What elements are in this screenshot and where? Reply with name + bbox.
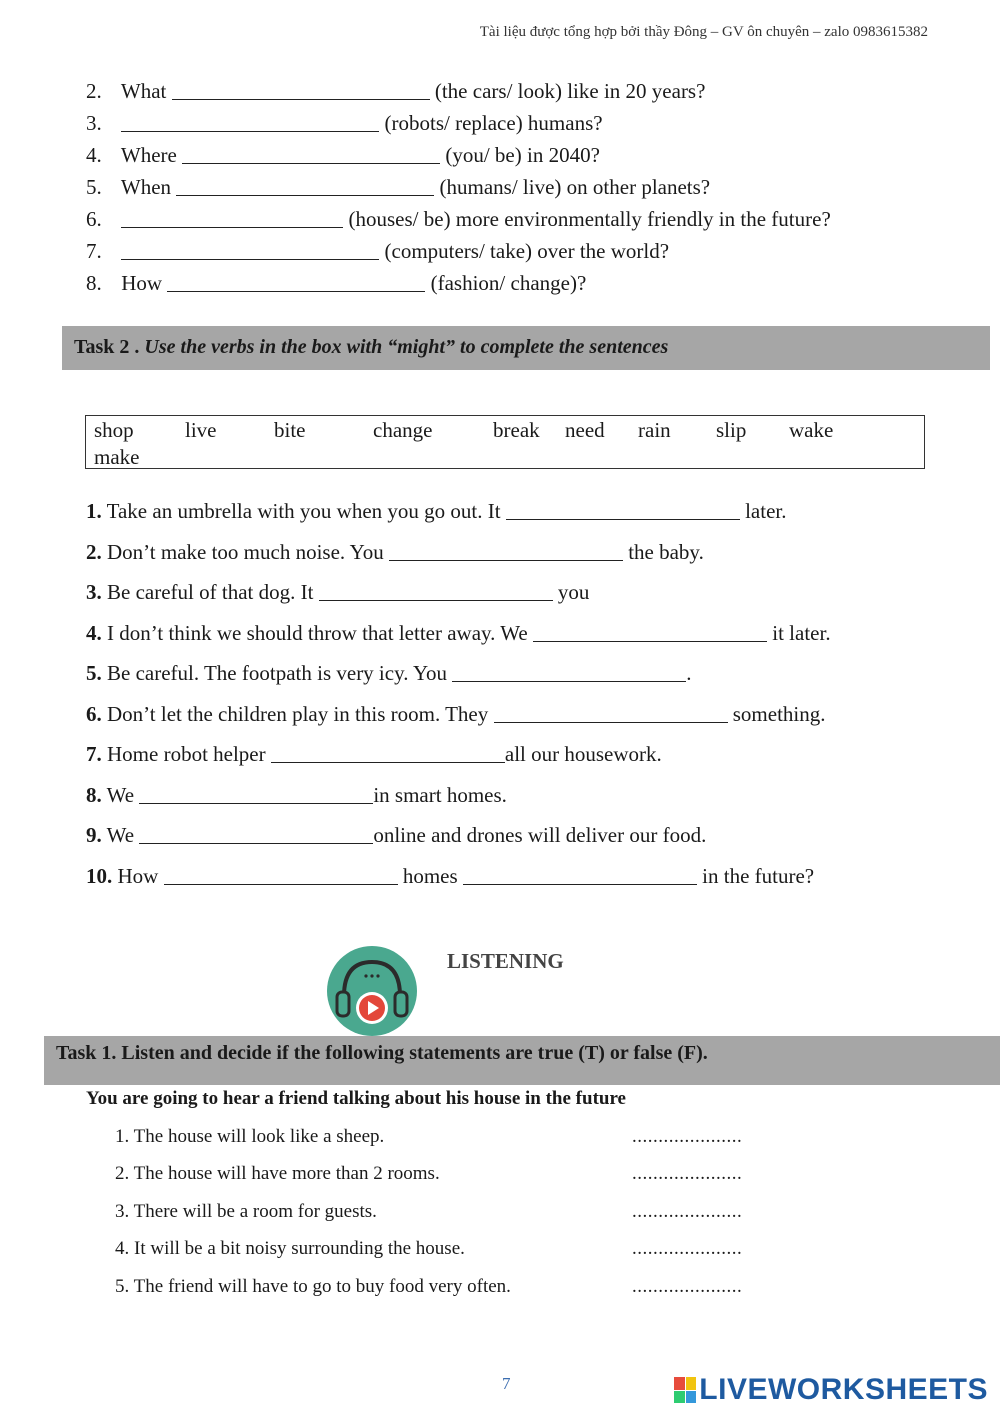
sentence-1: 1. Take an umbrella with you when you go out. It later. (86, 499, 787, 523)
word-item: shop (94, 418, 134, 442)
task2-header (62, 326, 990, 370)
page-number: 7 (502, 1374, 511, 1393)
answer-blank[interactable] (389, 540, 623, 561)
answer-blank[interactable] (121, 239, 379, 260)
word-box (85, 415, 925, 469)
answer-blank[interactable] (506, 499, 740, 520)
answer-blank[interactable] (182, 143, 440, 164)
sentence-7: 7. Home robot helper all our housework. (86, 742, 662, 766)
question-2: 2. What (the cars/ look) like in 20 years? (86, 79, 706, 103)
answer-field-3[interactable]: ..................... (632, 1201, 743, 1222)
question-4: 4. Where (you/ be) in 2040? (86, 143, 600, 167)
answer-field-5[interactable]: ..................... (632, 1276, 743, 1297)
answer-blank[interactable] (172, 79, 430, 100)
word-item: change (373, 418, 433, 442)
answer-blank[interactable] (494, 702, 728, 723)
statement-4: 4. It will be a bit noisy surrounding the house. (115, 1238, 465, 1259)
task2-label: Task 2 . (74, 336, 140, 358)
logo-grid-icon (674, 1377, 696, 1403)
answer-blank[interactable] (139, 823, 373, 844)
header-note: Tài liệu được tổng hợp bởi thầy Đông – GV ôn chuyên – zalo 0983615382 (479, 24, 928, 40)
statement-5: 5. The friend will have to go to buy food very often. (115, 1276, 511, 1297)
sentence-10: 10. How homes in the future? (86, 864, 815, 888)
listening-title: LISTENING (447, 949, 564, 973)
word-item: rain (638, 418, 671, 442)
statement-1: 1. The house will look like a sheep. (115, 1126, 385, 1147)
answer-blank[interactable] (463, 864, 697, 885)
answer-blank[interactable] (121, 111, 379, 132)
question-3: 3. (robots/ replace) humans? (86, 111, 603, 135)
sentence-5: 5. Be careful. The footpath is very icy. You . (86, 661, 692, 685)
sentence-6: 6. Don’t let the children play in this room. They something. (86, 702, 826, 726)
statement-2: 2. The house will have more than 2 rooms. (115, 1163, 440, 1184)
sentence-8: 8. We in smart homes. (86, 783, 507, 807)
answer-blank[interactable] (452, 661, 686, 682)
word-item: bite (274, 418, 306, 442)
statement-3: 3. There will be a room for guests. (115, 1201, 377, 1222)
question-7: 7. (computers/ take) over the world? (86, 239, 670, 263)
word-item: wake (789, 418, 834, 442)
answer-blank[interactable] (319, 580, 553, 601)
sentence-9: 9. We online and drones will deliver our food. (86, 823, 707, 847)
word-item: slip (716, 418, 747, 442)
task2-instruction: Use the verbs in the box with “might” to complete the sentences (144, 336, 669, 358)
listening-intro: You are going to hear a friend talking about his house in the future (86, 1088, 626, 1109)
sentence-4: 4. I don’t think we should throw that letter away. We it later. (86, 621, 831, 645)
question-8: 8. How (fashion/ change)? (86, 271, 587, 295)
answer-blank[interactable] (533, 621, 767, 642)
answer-blank[interactable] (271, 742, 505, 763)
liveworksheets-logo: LIVEWORKSHEETS (674, 1372, 988, 1408)
answer-blank[interactable] (121, 207, 343, 228)
word-item: make (94, 445, 140, 469)
answer-field-1[interactable]: ..................... (632, 1126, 743, 1147)
answer-blank[interactable] (139, 783, 373, 804)
sentence-3: 3. Be careful of that dog. It you (86, 580, 590, 604)
headphones-play-icon (327, 946, 417, 1036)
answer-field-4[interactable]: ..................... (632, 1238, 743, 1259)
sentence-2: 2. Don’t make too much noise. You the baby. (86, 540, 704, 564)
listening-task1-header: Task 1. Listen and decide if the following statements are true (T) or false (F). (44, 1036, 1000, 1085)
word-item: need (565, 418, 605, 442)
word-item: live (185, 418, 217, 442)
answer-blank[interactable] (164, 864, 398, 885)
word-item: break (493, 418, 540, 442)
answer-field-2[interactable]: ..................... (632, 1163, 743, 1184)
question-6: 6. (houses/ be) more environmentally friendly in the future? (86, 207, 831, 231)
answer-blank[interactable] (176, 175, 434, 196)
answer-blank[interactable] (167, 271, 425, 292)
question-5: 5. When (humans/ live) on other planets? (86, 175, 711, 199)
